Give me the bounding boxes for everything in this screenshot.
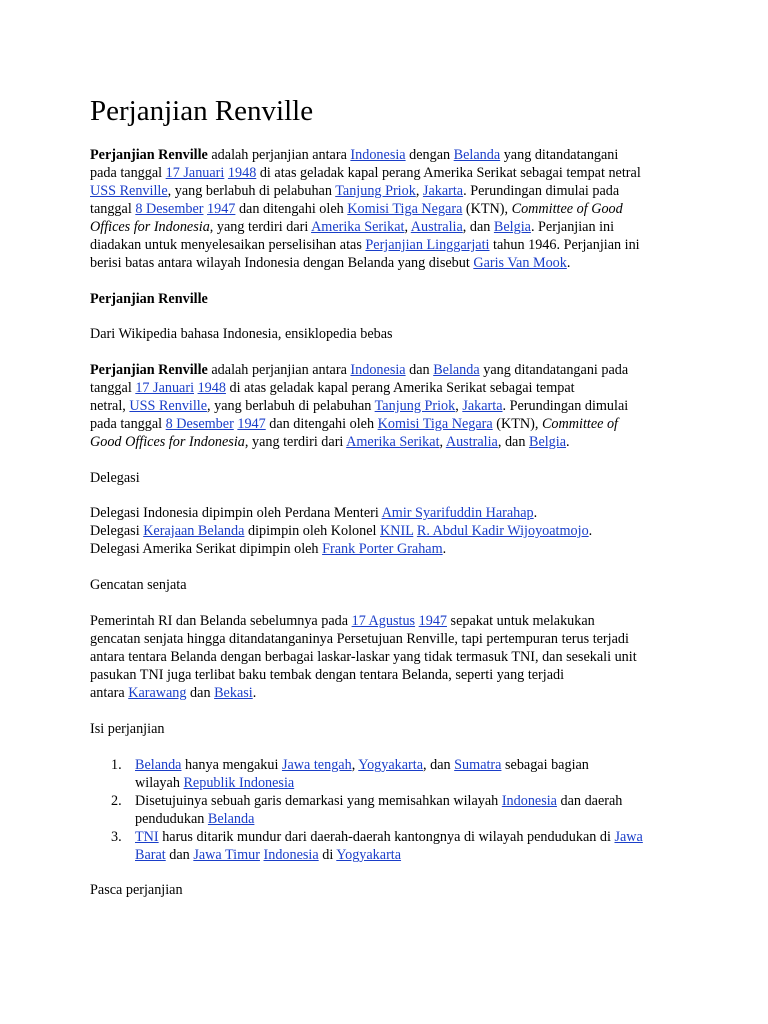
wiki-link[interactable]: Indonesia	[350, 147, 406, 163]
wiki-link[interactable]: R. Abdul Kadir Wijoyoatmojo	[416, 523, 589, 539]
delegasi-paragraph	[90, 504, 592, 558]
text-run: Delegasi Amerika Serikat dipimpin oleh	[90, 541, 323, 557]
bold-term: Perjanjian Renville	[90, 291, 208, 307]
wiki-link[interactable]: Indonesia	[263, 847, 319, 863]
text-line	[90, 146, 641, 164]
text-line	[90, 290, 208, 308]
wiki-link[interactable]: Republik Indonesia	[183, 775, 295, 791]
text-run: pada tanggal	[90, 165, 166, 181]
text-run: adalah perjanjian antara	[207, 147, 351, 163]
text-run: dan	[405, 362, 434, 378]
text-run: Pasca perjanjian	[90, 882, 183, 898]
list-item-number: 3.	[111, 829, 122, 845]
text-line	[90, 325, 393, 343]
wiki-link[interactable]: Belanda	[135, 757, 182, 773]
text-line	[90, 236, 641, 254]
text-run: tanggal	[90, 201, 136, 217]
text-run: Delegasi Indonesia dipimpin oleh Perdana Menteri	[90, 505, 382, 521]
text-run: , dan	[497, 434, 529, 450]
wiki-link[interactable]: 1948	[197, 380, 226, 396]
text-run: dan daerah	[556, 793, 623, 809]
text-run: pendudukan	[135, 811, 208, 827]
wiki-link[interactable]: TNI	[135, 829, 159, 845]
text-line	[90, 576, 187, 594]
text-line	[90, 666, 637, 684]
text-run: .	[533, 505, 538, 521]
text-run: , yang berlabuh di pelabuhan	[167, 183, 336, 199]
text-run: .	[588, 523, 593, 539]
text-run: di atas geladak kapal perang Amerika Serikat sebagai tempat	[225, 380, 575, 396]
list-item-number: 1.	[111, 757, 122, 773]
text-run: pada tanggal	[90, 416, 166, 432]
text-run: . Perjanjian ini	[530, 219, 615, 235]
text-run: berisi batas antara wilayah Indonesia dengan Belanda yang disebut	[90, 255, 474, 271]
bold-term: Perjanjian Renville	[90, 147, 208, 163]
text-run: netral,	[90, 398, 130, 414]
text-run: adalah perjanjian antara	[207, 362, 351, 378]
text-line	[90, 720, 164, 738]
section-heading-renville	[90, 290, 208, 308]
wiki-link[interactable]: Belanda	[433, 362, 480, 378]
text-run: ,	[404, 219, 411, 235]
text-line	[90, 200, 641, 218]
text-run: sebagai bagian	[501, 757, 589, 773]
wiki-link[interactable]: Indonesia	[350, 362, 406, 378]
text-line	[135, 810, 643, 828]
wiki-link[interactable]: Bekasi	[214, 685, 253, 701]
section-heading-gencatan	[90, 576, 187, 594]
wiki-link[interactable]: Belgia	[528, 434, 567, 450]
wiki-link[interactable]: Belanda	[453, 147, 501, 163]
wiki-link[interactable]: USS Renville	[129, 398, 208, 414]
wiki-link[interactable]: Australia	[410, 219, 463, 235]
text-run: ,	[351, 757, 359, 773]
wiki-link[interactable]: Amerika Serikat	[346, 434, 440, 450]
wiki-link[interactable]: Yogyakarta	[358, 757, 424, 773]
page-title: Perjanjian Renville	[90, 95, 314, 127]
text-line	[90, 415, 628, 433]
wiki-link[interactable]: Kerajaan Belanda	[143, 523, 245, 539]
text-line	[90, 397, 628, 415]
text-run: . Perundingan dimulai	[502, 398, 629, 414]
text-run: dan	[165, 847, 194, 863]
list-item-number: 2.	[111, 793, 122, 809]
text-run: di	[318, 847, 337, 863]
text-run: , yang berlabuh di pelabuhan	[207, 398, 375, 414]
intro-paragraph	[90, 146, 641, 272]
text-line	[90, 361, 628, 379]
wiki-link[interactable]: Yogyakarta	[336, 847, 402, 863]
text-run: , yang terdiri dari	[244, 434, 347, 450]
text-run: pasukan TNI juga terlibat baku tembak dengan tentara Belanda, seperti yang terjadi	[90, 667, 565, 683]
italic-text: Good Offices for Indonesia	[90, 434, 245, 450]
wiki-link[interactable]: Amerika Serikat	[311, 219, 405, 235]
text-line	[90, 164, 641, 182]
wiki-link[interactable]: Karawang	[128, 685, 187, 701]
text-line	[135, 828, 643, 846]
text-run: dan ditengahi oleh	[235, 201, 348, 217]
text-line	[90, 522, 592, 540]
text-run: antara tentara Belanda dengan berbagai laskar-laskar yang tidak termasuk TNI, dan sesekali unit	[90, 649, 637, 665]
text-line	[90, 504, 592, 522]
gencatan-paragraph	[90, 612, 637, 702]
list-item	[90, 792, 643, 828]
wiki-link[interactable]: Garis Van Mook	[473, 255, 567, 271]
wiki-link[interactable]: Jawa	[614, 829, 643, 845]
text-run: hanya mengakui	[181, 757, 282, 773]
wiki-link[interactable]: Komisi Tiga Negara	[377, 416, 493, 432]
section-heading-delegasi	[90, 469, 140, 487]
wiki-link[interactable]: 17 Agustus	[351, 613, 416, 629]
text-line	[90, 648, 637, 666]
text-run: .	[442, 541, 447, 557]
text-run: Gencatan senjata	[90, 577, 187, 593]
text-line	[90, 630, 637, 648]
text-run: (KTN),	[462, 201, 512, 217]
isi-list	[90, 756, 643, 864]
text-run: .	[566, 255, 571, 271]
text-run: antara	[90, 685, 129, 701]
text-run: dan ditengahi oleh	[265, 416, 378, 432]
text-run: wilayah	[135, 775, 184, 791]
wiki-link[interactable]: Indonesia	[501, 793, 557, 809]
text-line	[135, 792, 643, 810]
wiki-link[interactable]: Tanjung Priok	[374, 398, 456, 414]
text-run: di atas geladak kapal perang Amerika Serikat sebagai tempat netral	[256, 165, 641, 181]
text-line	[135, 774, 643, 792]
wiki-link[interactable]: Jawa tengah	[281, 757, 352, 773]
text-line	[90, 218, 641, 236]
text-run: Dari Wikipedia bahasa Indonesia, ensiklopedia bebas	[90, 326, 393, 342]
section-heading-isi	[90, 720, 164, 738]
italic-text: Offices for Indonesia	[90, 219, 210, 235]
text-run: yang ditandatangani pada	[479, 362, 629, 378]
wiki-link[interactable]: Komisi Tiga Negara	[347, 201, 463, 217]
italic-text: Committee of	[541, 416, 619, 432]
list-item	[90, 828, 643, 864]
text-line	[90, 612, 637, 630]
text-line	[135, 756, 643, 774]
text-run: dipimpin oleh Kolonel	[244, 523, 380, 539]
text-line	[90, 254, 641, 272]
text-run: .	[566, 434, 570, 450]
text-run: ,	[439, 434, 446, 450]
text-run: dan	[186, 685, 215, 701]
bold-term: Perjanjian Renville	[90, 362, 208, 378]
text-run: Disetujuinya sebuah garis demarkasi yang memisahkan wilayah	[135, 793, 502, 809]
section-heading-pasca	[90, 881, 183, 899]
text-run: ,	[455, 398, 463, 414]
text-line	[90, 469, 140, 487]
text-run: (KTN),	[492, 416, 542, 432]
wiki-link[interactable]: KNIL	[379, 523, 414, 539]
text-run: ,	[415, 183, 423, 199]
text-run: tanggal	[90, 380, 136, 396]
wiki-link[interactable]: 17 Januari	[135, 380, 195, 396]
text-line	[90, 881, 183, 899]
text-run: harus ditarik mundur dari daerah-daerah kantongnya di wilayah pendudukan di	[158, 829, 615, 845]
wiki-link[interactable]: Belgia	[493, 219, 531, 235]
text-line	[90, 540, 592, 558]
text-line	[90, 684, 637, 702]
wiki-link[interactable]: Frank Porter Graham	[322, 541, 443, 557]
text-run: yang ditandatangani	[500, 147, 619, 163]
wiki-link[interactable]: Australia	[445, 434, 498, 450]
wiki-link[interactable]: Sumatra	[454, 757, 502, 773]
wiki-link[interactable]: Jakarta	[422, 183, 464, 199]
text-line	[135, 846, 643, 864]
text-run: , yang terdiri dari	[209, 219, 312, 235]
italic-text: Committee of Good	[511, 201, 623, 217]
wiki-link[interactable]: Barat	[135, 847, 166, 863]
text-run: diadakan untuk menyelesaikan perselisihan atas	[90, 237, 366, 253]
text-run: , dan	[423, 757, 455, 773]
wiki-link[interactable]: USS Renville	[90, 183, 168, 199]
wiki-link[interactable]: Tanjung Priok	[335, 183, 416, 199]
wiki-link[interactable]: Perjanjian Linggarjati	[365, 237, 490, 253]
text-run: dengan	[405, 147, 454, 163]
wiki-link[interactable]: 8 Desember	[165, 416, 234, 432]
wiki-link[interactable]: 1947	[207, 201, 236, 217]
text-run: sepakat untuk melakukan	[447, 613, 595, 629]
wiki-link[interactable]: 17 Januari	[165, 165, 225, 181]
intro-paragraph-2	[90, 361, 628, 451]
list-item	[90, 756, 643, 792]
text-run: . Perundingan dimulai pada	[463, 183, 620, 199]
wiki-link[interactable]: Jakarta	[462, 398, 503, 414]
text-run: Pemerintah RI dan Belanda sebelumnya pada	[90, 613, 352, 629]
text-line	[90, 433, 628, 451]
text-run: , dan	[462, 219, 494, 235]
wiki-link[interactable]: Jawa Timur	[193, 847, 260, 863]
wiki-link[interactable]: 8 Desember	[135, 201, 204, 217]
wiki-link[interactable]: 1948	[227, 165, 257, 181]
wiki-source-note	[90, 325, 393, 343]
text-run: Isi perjanjian	[90, 721, 165, 737]
text-run: gencatan senjata hingga ditandatanganinya Persetujuan Renville, tapi pertempuran terus terjadi	[90, 631, 629, 647]
wiki-link[interactable]: 1947	[237, 416, 266, 432]
text-line	[90, 182, 641, 200]
wiki-link[interactable]: Amir Syarifuddin Harahap	[381, 505, 534, 521]
wiki-link[interactable]: 1947	[418, 613, 447, 629]
text-line	[90, 379, 628, 397]
wiki-link[interactable]: Belanda	[207, 811, 255, 827]
text-run: Delegasi	[90, 523, 144, 539]
text-run: .	[252, 685, 257, 701]
text-run: Delegasi	[90, 470, 140, 486]
text-run: tahun 1946. Perjanjian ini	[489, 237, 640, 253]
